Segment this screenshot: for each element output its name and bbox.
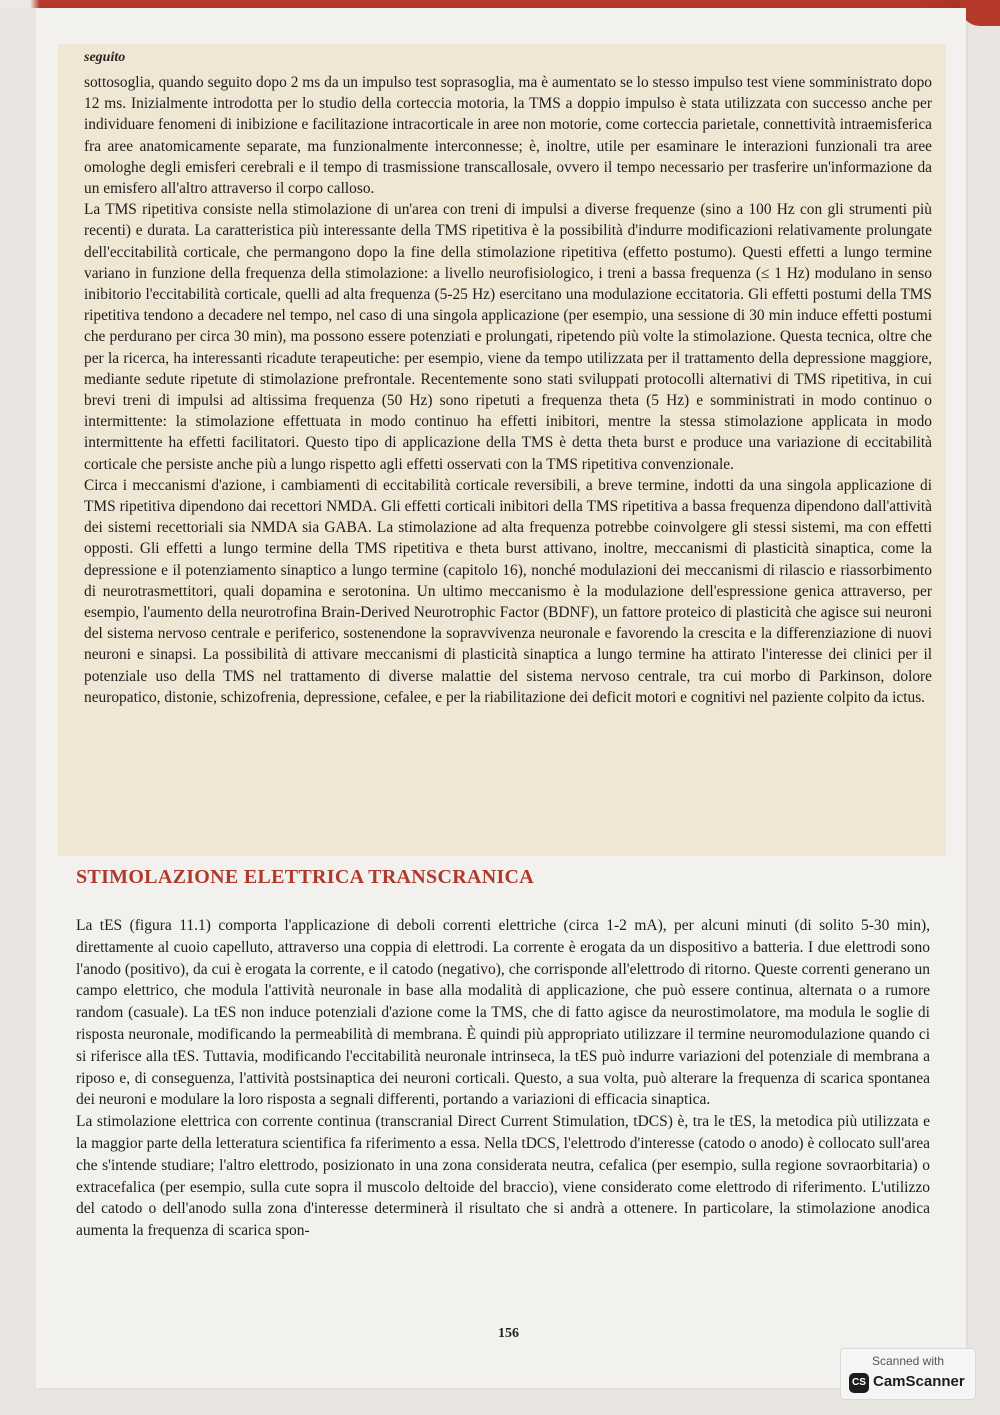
camscanner-watermark: [840, 1348, 976, 1400]
body-paragraph: La stimolazione elettrica con corrente continua (transcranial Direct Current Stimulation, tDCS) è, tra le tES, la metodica più utilizzata e la maggior parte della letteratura scientifica fa riferimento a essa. Nella tDCS, l'elettrodo d'interesse (catodo o anodo) è collocato sull'area che s'intende studiare; l'altro elettrodo, posizionato in una zona considerata neutra, cefalica (per esempio, sulla regione sovraorbitaria) o extracefalica (per esempio, sulla cute sopra il muscolo deltoide del braccio), viene considerato come elettrodo di riferimento. L'utilizzo del catodo o dell'anodo sulla zona d'interesse determinerà il risultato che si andrà a ottenere. In particolare, la stimolazione anodica aumenta la frequenza di scarica spon-: [76, 1113, 930, 1240]
top-edge: [0, 0, 1000, 8]
box-paragraph: sottosoglia, quando seguito dopo 2 ms da un impulso test soprasoglia, ma è aumentato se lo stesso impulso test viene somministrato dopo 12 ms. Inizialmente introdotta per lo studio della corteccia motoria, la TMS a doppio impulso è stata utilizzata con successo anche per individuare fenomeni di inibizione e facilitazione intracorticale in aree non motorie, come corteccia parietale, connettività intraemisferica fra aree anatomicamente separate, ma funzionalmente interconnesse; è, inoltre, utile per esaminare le interazioni funzionali tra aree omologhe degli emisferi cerebrali e il tempo di trasmissione transcallosale, ovvero il tempo necessario per trasferire un'informazione da un emisfero all'altro attraverso il corpo calloso.: [84, 74, 932, 198]
box-paragraph: Circa i meccanismi d'azione, i cambiamenti di eccitabilità corticale reversibili, a breve termine, indotti da una singola applicazione di TMS ripetitiva dipendono dai recettori NMDA. Gli effetti corticali inibitori della TMS ripetitiva a bassa frequenza dipendono dall'attività dei sistemi recettoriali sia NMDA sia GABA. La stimolazione ad alta frequenza potrebbe coinvolgere gli stessi sistemi, ma con effetti opposti. Gli effetti a lungo termine della TMS ripetitiva e theta burst attivano, inoltre, meccanismi di plasticità sinaptica, come la depressione e il potenziamento sinaptico a lungo termine (capitolo 16), nonché modulazioni dei meccanismi di rilascio e riassorbimento di neurotrasmettitori, quali dopamina e serotonina. Un ultimo meccanismo è la modulazione dell'espressione genica attraverso, per esempio, l'aumento della neurotrofina Brain-Derived Neurotrophic Factor (BDNF), un fattore proteico di plasticità che agisce sui neuroni del sistema nervoso centrale e periferico, sostenendone la sopravvivenza neuronale e favorendo la crescita e la differenziazione di nuovi neuroni e sinapsi. La possibilità di attivare meccanismi di plasticità sinaptica a lungo termine ha attirato l'interesse dei clinici per il potenziale uso della TMS nel trattamento di diverse malattie del sistema nervoso centrale, tra cui morbo di Parkinson, dolore neuropatico, distonie, schizofrenia, depressione, cefalee, e per la riabilitazione dei deficit motori e cognitivi nel paziente colpito da ictus.: [84, 476, 932, 706]
section-heading: STIMOLAZIONE ELETTRICA TRANSCRANICA: [76, 866, 535, 888]
body-paragraph: La tES (figura 11.1) comporta l'applicazione di deboli correnti elettriche (circa 1-2 mA), per alcuni minuti (di solito 5-30 min), direttamente al cuoio capelluto, attraverso una coppia di elettrodi. La corrente è erogata da un dispositivo a batteria. I due elettrodi sono l'anodo (positivo), da cui è erogata la corrente, e il catodo (negativo), che corrisponde all'elettrodo di ritorno. Queste correnti generano un campo elettrico, che modula l'attività neuronale in base alla modalità di applicazione, che può essere continua, alternata o a rumore random (casuale). La tES non induce potenziali d'azione come la TMS, che di fatto agisce da neurostimolatore, ma modula le soglie di risposta neuronale, modificando la permeabilità di membrana. È quindi più appropriato utilizzare il termine neuromodulazione quando ci si riferisce alla tES. Tuttavia, modificando l'eccitabilità neuronale intrinseca, la tES può indurre variazioni del potenziale di membrana a riposo e, di conseguenza, l'attività postsinaptica dei neuroni corticali. Questo, a sua volta, può alterare la frequenza di scarica spontanea dei neuroni e modulare la loro risposta a segnali differenti, portando a variazioni di efficacia sinaptica.: [76, 917, 930, 1109]
main-section: [76, 866, 930, 1242]
book-page: [36, 8, 966, 1388]
watermark-brand: CamScanner: [873, 1373, 965, 1390]
box-continued-label: seguito: [84, 50, 126, 65]
watermark-caption: Scanned with: [871, 1354, 945, 1368]
camscanner-logo-icon: CS: [849, 1373, 869, 1393]
page-number: 156: [498, 1326, 519, 1341]
box-paragraph: La TMS ripetitiva consiste nella stimolazione di un'area con treni di impulsi a diverse frequenze (sino a 100 Hz con gli strumenti più recenti) e durata. La caratteristica più interessante della TMS ripetitiva è la possibilità d'indurre modificazioni relativamente prolungate dell'eccitabilità corticale, che permangono dopo la fine della stimolazione ripetitiva (effetto postumo). Questi effetti a lungo termine variano in funzione della frequenza della stimolazione: a livello neurofisiologico, i treni a bassa frequenza (≤ 1 Hz) modulano in senso inibitorio l'eccitabilità corticale, quelli ad alta frequenza (5-25 Hz) esercitano una modulazione eccitatoria. Gli effetti postumi della TMS ripetitiva tendono a decadere nel tempo, nel caso di una singola applicazione (per esempio, una sessione di 30 min induce effetti postumi che perdurano per circa 30 min), ma possono essere potenziati e prolungati, ripetendo più volte la stimolazione. Questa tecnica, oltre che per la ricerca, ha interessanti ricadute terapeutiche: per esempio, viene da tempo utilizzata per il trattamento della depressione maggiore, mediante sedute ripetute di stimolazione prefrontale. Recentemente sono stati sviluppati protocolli alternativi di TMS ripetitiva, in cui brevi treni di impulsi ad altissima frequenza (50 Hz) sono ripetuti a frequenza theta (5 Hz) e somministrati in modo continuo o intermittente: la stimolazione effettuata in modo continuo ha effetti inibitori, mentre la stessa stimolazione applicata in modo intermittente ha effetti facilitatori. Questo tipo di applicazione della TMS è detta theta burst e produce una variazione di eccitabilità corticale che persiste anche più a lungo rispetto agli effetti osservati con la TMS ripetitiva convenzionale.: [84, 201, 932, 473]
highlight-box: [58, 44, 946, 856]
